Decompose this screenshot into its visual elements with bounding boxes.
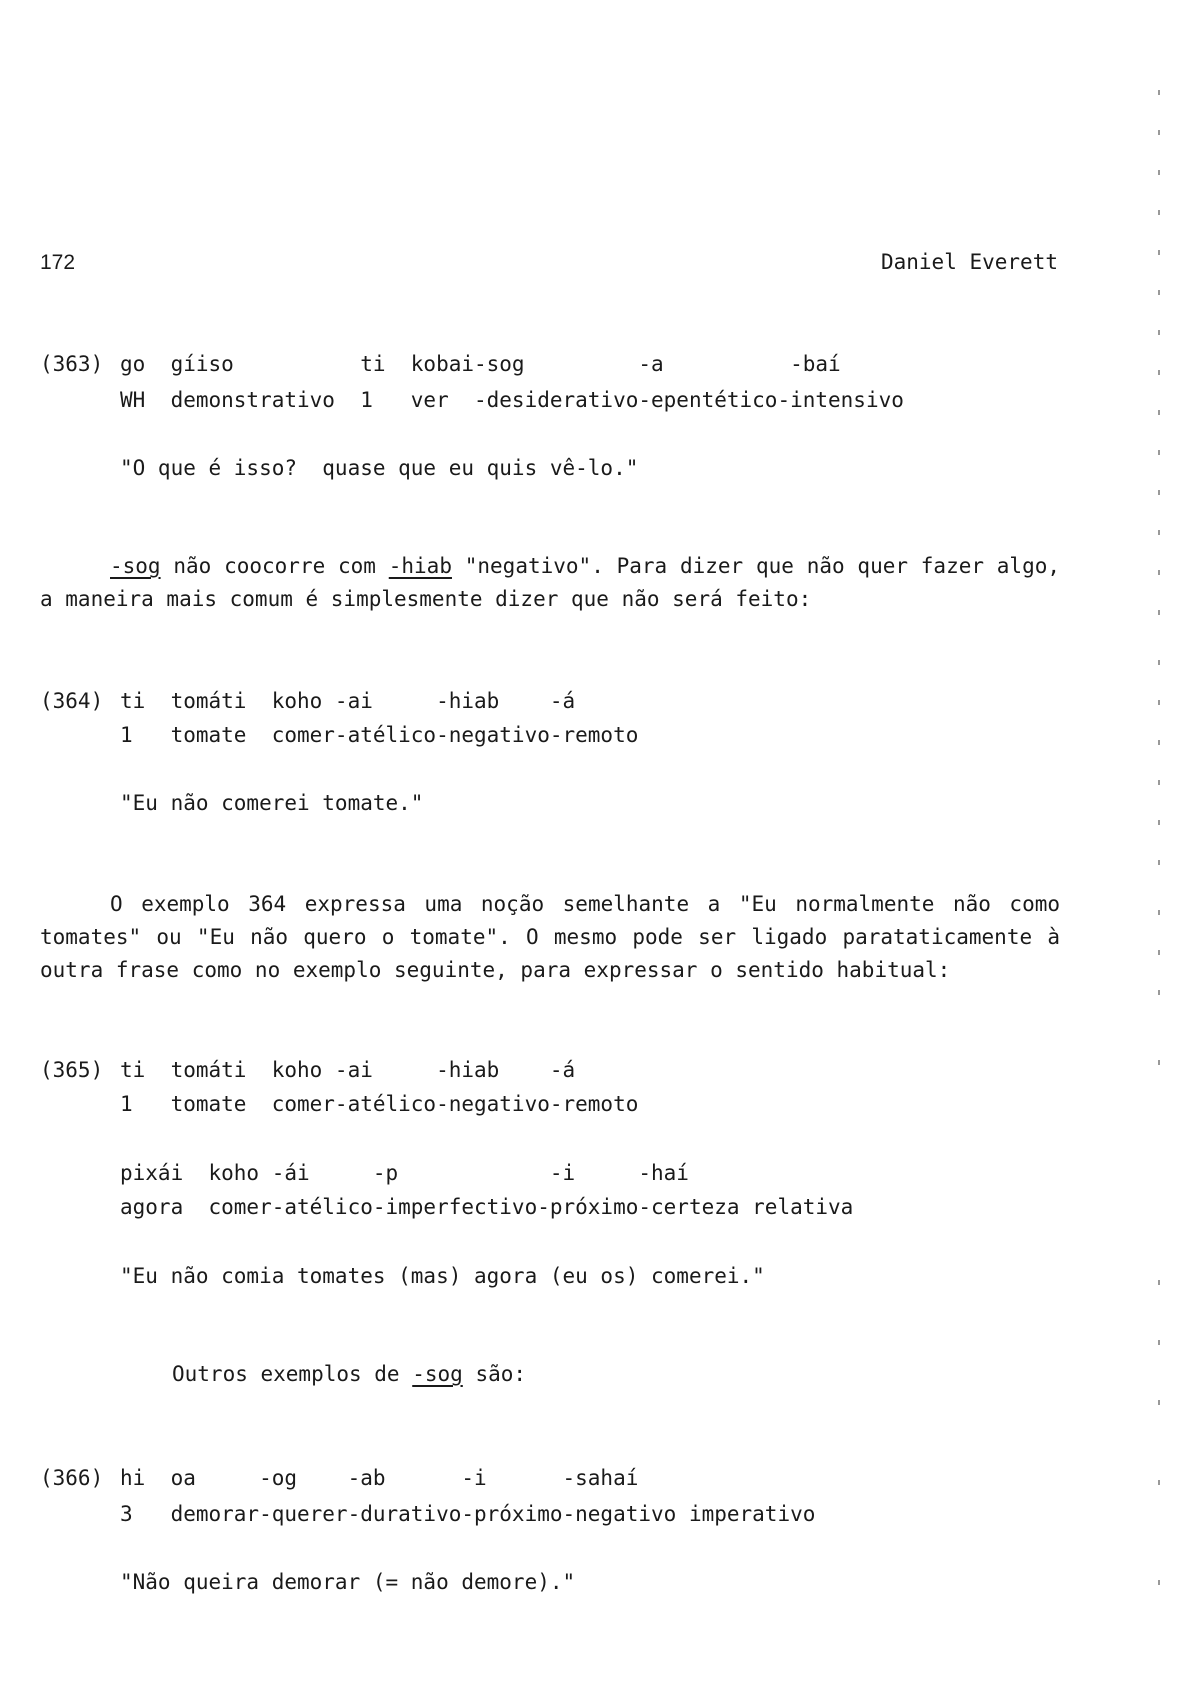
page-number: 172 — [40, 251, 76, 274]
paragraph-sog: -sog não coocorre com -hiab "negativo". Para dizer que não quer fazer algo, a maneira mais comum é simplesmente dizer que não será feito: — [40, 554, 1061, 611]
gloss-morphemes: ti tomáti koho -ai -hiab -á — [120, 1058, 576, 1082]
free-translation: "Eu não comia tomates (mas) agora (eu os) comerei." — [120, 1264, 765, 1288]
free-translation: "Eu não comerei tomate." — [120, 791, 424, 815]
example-number: (363) — [40, 352, 104, 376]
gloss-translation-tier: 1 tomate comer-atélico-negativo-remoto — [120, 723, 639, 747]
gloss-morphemes: go gíiso ti kobai-sog -a -baí — [120, 352, 841, 376]
free-translation: "O que é isso? quase que eu quis vê-lo." — [120, 456, 639, 480]
gloss-morphemes-2: pixái koho -ái -p -i -haí — [120, 1161, 689, 1185]
gloss-translation-tier: 1 tomate comer-atélico-negativo-remoto — [120, 1092, 639, 1116]
scan-margin-marks — [1158, 80, 1168, 1640]
term-hiab: -hiab — [388, 554, 452, 578]
free-translation: "Não queira demorar (= não demore)." — [120, 1570, 576, 1594]
example-number: (366) — [40, 1466, 104, 1490]
outros-exemplos-line: Outros exemplos de -sog são: — [172, 1362, 527, 1386]
example-number: (365) — [40, 1058, 104, 1082]
running-head: Daniel Everett — [880, 250, 1058, 274]
term-sog: -sog — [412, 1362, 463, 1386]
gloss-translation-tier: 3 demorar-querer-durativo-próximo-negativo imperativo — [120, 1502, 816, 1526]
gloss-morphemes: ti tomáti koho -ai -hiab -á — [120, 689, 576, 713]
paragraph-exemplo-364: O exemplo 364 expressa uma noção semelhante a "Eu normalmente não como tomates" ou "Eu não quero o tomate". O mesmo pode ser ligado parataticamente à outra frase como no exemplo seguinte, para expressar o sentido habitual: — [40, 892, 1060, 982]
gloss-translation-tier-2: agora comer-atélico-imperfectivo-próximo-certeza relativa — [120, 1195, 854, 1219]
gloss-morphemes: hi oa -og -ab -i -sahaí — [120, 1466, 639, 1490]
example-number: (364) — [40, 689, 104, 713]
gloss-translation-tier: WH demonstrativo 1 ver -desiderativo-epentético-intensivo — [120, 388, 904, 412]
term-sog: -sog — [110, 554, 161, 578]
